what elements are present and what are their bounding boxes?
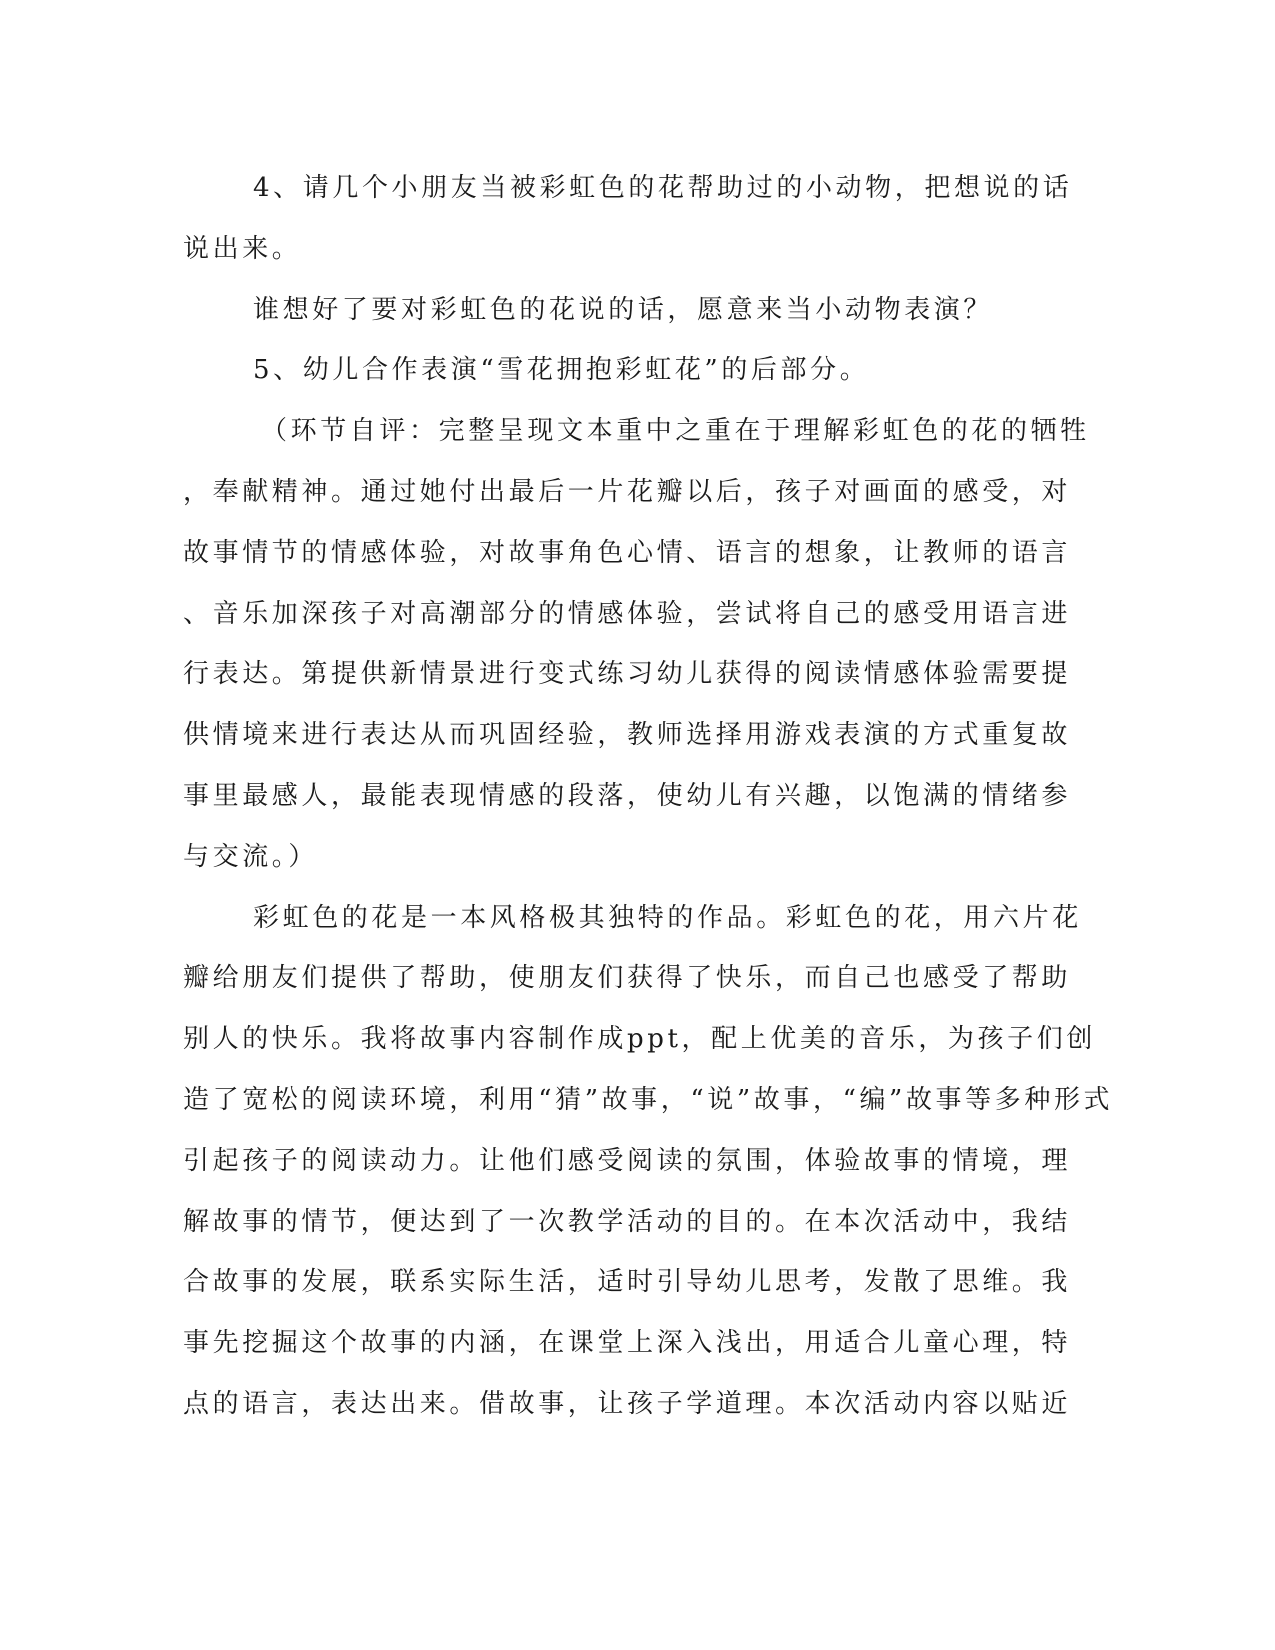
paragraph-line: 事先挖掘这个故事的内涵，在课堂上深入浅出，用适合儿童心理，特 [183, 1328, 1072, 1359]
paragraph-line: 点的语言，表达出来。借故事，让孩子学道理。本次活动内容以贴近 [183, 1388, 1072, 1419]
paragraph-line: 、音乐加深孩子对高潮部分的情感体验，尝试将自己的感受用语言进 [183, 598, 1072, 629]
paragraph-line: 谁想好了要对彩虹色的花说的话，愿意来当小动物表演？ [253, 294, 994, 325]
paragraph-line: 说出来。 [183, 233, 302, 264]
paragraph-line: 供情境来进行表达从而巩固经验，教师选择用游戏表演的方式重复故 [183, 720, 1072, 751]
paragraph-line: 5、幼儿合作表演“雪花拥抱彩虹花”的后部分。 [253, 355, 870, 386]
paragraph-line: 事里最感人，最能表现情感的段落，使幼儿有兴趣，以饱满的情绪参 [183, 780, 1072, 811]
paragraph-line: 引起孩子的阅读动力。让他们感受阅读的氛围，体验故事的情境，理 [183, 1145, 1072, 1176]
paragraph-line: 彩虹色的花是一本风格极其独特的作品。彩虹色的花，用六片花 [253, 902, 1082, 933]
paragraph-line: ，奉献精神。通过她付出最后一片花瓣以后，孩子对画面的感受，对 [183, 476, 1072, 507]
paragraph-line: 与交流。） [183, 841, 319, 872]
document-body [183, 158, 1114, 1435]
paragraph-line: 别人的快乐。我将故事内容制作成ppt，配上优美的音乐，为孩子们创 [183, 1024, 1096, 1055]
paragraph-line: 故事情节的情感体验，对故事角色心情、语言的想象，让教师的语言 [183, 537, 1072, 568]
paragraph-line: 合故事的发展，联系实际生活，适时引导幼儿思考，发散了思维。我 [183, 1267, 1072, 1298]
paragraph-line: 解故事的情节，便达到了一次教学活动的目的。在本次活动中，我结 [183, 1206, 1072, 1237]
paragraph-line: 瓣给朋友们提供了帮助，使朋友们获得了快乐，而自己也感受了帮助 [183, 963, 1072, 994]
paragraph-line: （环节自评：完整呈现文本重中之重在于理解彩虹色的花的牺牲 [261, 416, 1090, 447]
paragraph-line: 造了宽松的阅读环境，利用“猜”故事，“说”故事，“编”故事等多种形式 [183, 1084, 1114, 1115]
paragraph-line: 行表达。第提供新情景进行变式练习幼儿获得的阅读情感体验需要提 [183, 659, 1072, 690]
paragraph-line: 4、请几个小朋友当被彩虹色的花帮助过的小动物，把想说的话 [253, 173, 1073, 203]
